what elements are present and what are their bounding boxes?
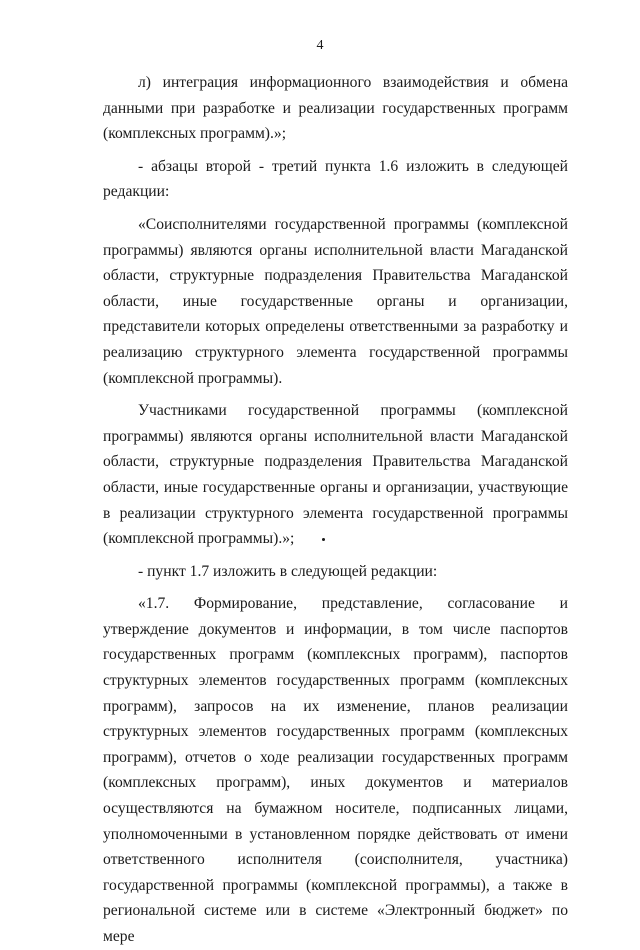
paragraph-participants bbox=[103, 398, 568, 552]
paragraph-co-executors: «Соисполнителями государственной программы (комплексной программы) являются органы исполнительной власти Магаданской области, структурные подразделения Правительства Магаданской области, иные государственные органы и организации, представители которых определены ответственными за разработку и реализацию структурного элемента государственной программы (комплексной программы). bbox=[103, 215, 568, 387]
paragraph-amend-1-7: - пункт 1.7 изложить в следующей редакции: bbox=[138, 562, 438, 580]
paragraph-item-l: л) интеграция информационного взаимодействия и обмена данными при разработке и реализации государственных программ (комплексных программ).»; bbox=[103, 74, 568, 143]
paragraph-amend-1-6: - абзацы второй - третий пункта 1.6 изложить в следующей редакции: bbox=[103, 157, 568, 201]
page-number: 4 bbox=[316, 38, 324, 53]
document-body bbox=[103, 70, 568, 950]
paragraph-participants-text: Участниками государственной программы (комплексной программы) являются органы исполнительной власти Магаданской области, структурные подразделения Правительства Магаданской области, иные государственные органы и организации, участвующие в реализации структурного элемента государственной программы (комплексной программы).»; bbox=[103, 402, 568, 548]
paragraph-1-7-text: «1.7. Формирование, представление, согласование и утверждение документов и информации, в том числе паспортов государственных программ (комплексных программ), паспортов структурных элементов государственных программ (комплексных программ), запросов на их изменение, планов реализации структурных элементов государственных программ (комплексных программ), отчетов о ходе реализации государственных программ (комплексных программ), иных документов и материалов осуществляются на бумажном носителе, подписанных лицами, уполномоченными в установленном порядке действовать от имени ответственного исполнителя (соисполнителя, участника) государственной программы (комплексной программы), а также в региональной системе или в системе «Электронный бюджет» по мере bbox=[103, 595, 568, 945]
stray-dot-mark bbox=[322, 538, 325, 541]
